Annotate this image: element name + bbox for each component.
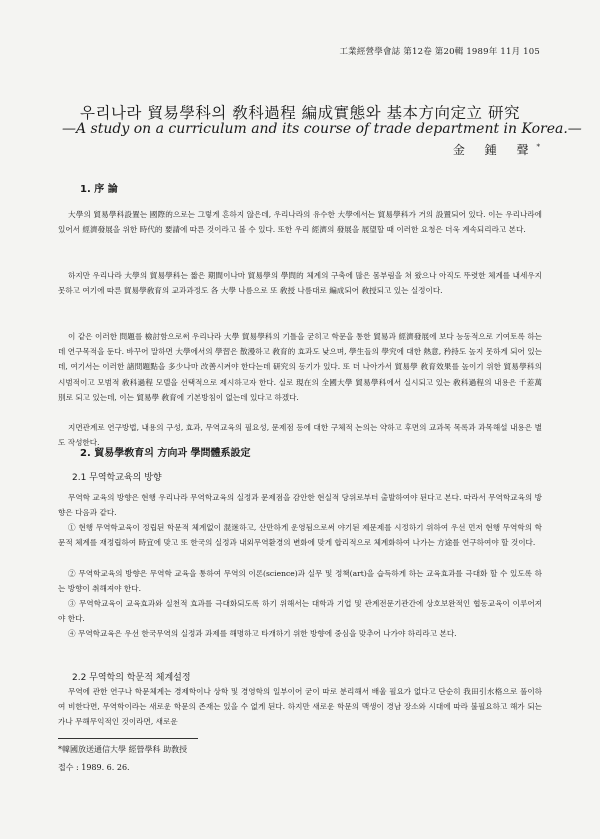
list-item: ① 현행 무역학교육이 정립된 학문적 체계없이 混迷하고, 산만하게 운영됨으로써 야기된 제문제를 시정하기 위하여 우선 먼저 현행 무역학의 학문적 체계를 재정립하여 時宜에 맞고 또 한국의 실정과 내외무역환경의 변화에 맞게 합리적으로 체계화하여 나가는 方途를 연구하여야 할 것이다. (58, 523, 542, 548)
list-item: ③ 무역학교육이 교육효과와 실천적 효과를 극대화되도록 하기 위해서는 대학과 기업 및 관계전문기관간에 상호보완적인 협동교육이 이루어져야 한다. (58, 599, 542, 624)
list-item: ④ 무역학교육은 우선 한국무역의 실정과 과제를 해명하고 타개하기 위한 방향에 중심을 맞추어 나가야 하리라고 본다. (68, 629, 457, 638)
paragraph: 지면관계로 연구방법, 내용의 구성, 효과, 무역교육의 필요성, 문제점 등에 대한 구체적 논의는 약하고 후면의 교과목 목록과 과목해설 내용은 별도 작성한다. (58, 423, 542, 448)
running-header: 工業經營學會誌 第12卷 第20輯 1989年 11月 105 (339, 47, 540, 57)
list-item: ② 무역학교육의 방향은 무역학 교육을 통하여 무역의 이론(science)과 실무 및 정책(art)을 습득하게 하는 교육효과를 극대화 할 수 있도록 하는 방향이 취해져야 한다. (58, 569, 542, 594)
author-footnote-mark: * (536, 143, 540, 151)
paper-title-english: —A study on a curriculum and its course of trade department in Korea.— (62, 121, 582, 137)
paragraph: 이 같은 이러한 問題를 檢討함으로써 우리나라 大學 貿易學科의 기틀을 굳히고 학문을 통한 貿易과 經濟發展에 보다 능동적으로 기여토록 하는데 연구목적을 둔다. 바꾸어 말하면 大學에서의 學習은 散漫하고 敎育的 효과도 낮으며, 學生들의 學究에 대한 熱意, 矜持도 높지 못하게 되어 있는데, 여기서는 이러한 諸問題點을 多少나마 改善시켜야 한다는데 研究의 동기가 있다. 또 더 나아가서 貿易學 敎育效果를 높이기 위한 貿易學科의 시범적이고 모범적 敎科過程 모델을 선택적으로 제시하고자 한다. 실로 現在의 全國大學 貿易學科에서 실시되고 있는 敎科過程의 내용은 千差萬別로 되고 있는데, 이는 貿易學 敎育에 기본방침이 없는데 있다고 하겠다. (58, 332, 542, 402)
subsection-heading-2-2: 2.2 무역학의 학문적 체계설정 (72, 673, 191, 683)
author-name-text: 金 鍾 聲 (452, 143, 537, 157)
footnote-received-date: 접수 : 1989. 6. 26. (58, 763, 130, 772)
footnote-divider (58, 738, 198, 739)
paragraph: 大學의 貿易學科設置는 國際的으로는 그렇게 흔하지 않은데, 우리나라의 유수한 大學에서는 貿易學科가 거의 設置되어 있다. 이는 우리나라에 있어서 經濟發展을 위한 時代的 要請에 따른 것이라고 볼 수 있다. 또한 우리 經濟의 發展을 展望할 때 이러한 요청은 더욱 계속되리라고 본다. (58, 210, 542, 235)
footnote-affiliation: *韓國放送通信大學 經營學科 助敎授 (58, 745, 188, 754)
author-name (453, 141, 540, 158)
paper-title-korean: 우리나라 貿易學科의 敎科過程 編成實態와 基本方向定立 研究 (80, 104, 520, 122)
section-heading-direction: 2. 貿易學敎育의 方向과 學問體系設定 (80, 448, 251, 459)
paragraph: 무역에 관한 연구나 학문체계는 경제학이나 상학 및 경영학의 일부이어 굳이 따로 분리해서 배울 필요가 없다고 단순히 我田引水格으로 풀이하여 비한다면, 무역학이라는 새로운 학문의 존재는 있을 수 없게 된다. 하지만 새로운 학문의 맥생이 경남 장소와 시대에 따라 불필요하고 해가 되는가나 무해무익적인 것이라면, 새로운 (58, 687, 542, 727)
paragraph: 하지만 우리나라 大學의 貿易學科는 짧은 期間이나마 貿易學의 學問的 체계의 구축에 많은 몸부림을 쳐 왔으나 아직도 뚜렷한 체계를 내세우지 못하고 여기에 따른 貿易學敎育의 교과과정도 各 大學 나름으로 또 敎授 나름대로 編成되어 敎授되고 있는 실정이다. (58, 271, 542, 296)
subsection-heading-2-1: 2.1 무역학교육의 방향 (72, 473, 162, 483)
paragraph: 무역학 교육의 방향은 현행 우리나라 무역학교육의 실정과 문제점을 감안한 현실적 당위로부터 출발하여야 된다고 본다. 따라서 무역학교육의 방향은 다음과 같다. (58, 493, 542, 518)
section-heading-introduction: 1. 序 論 (80, 184, 118, 195)
